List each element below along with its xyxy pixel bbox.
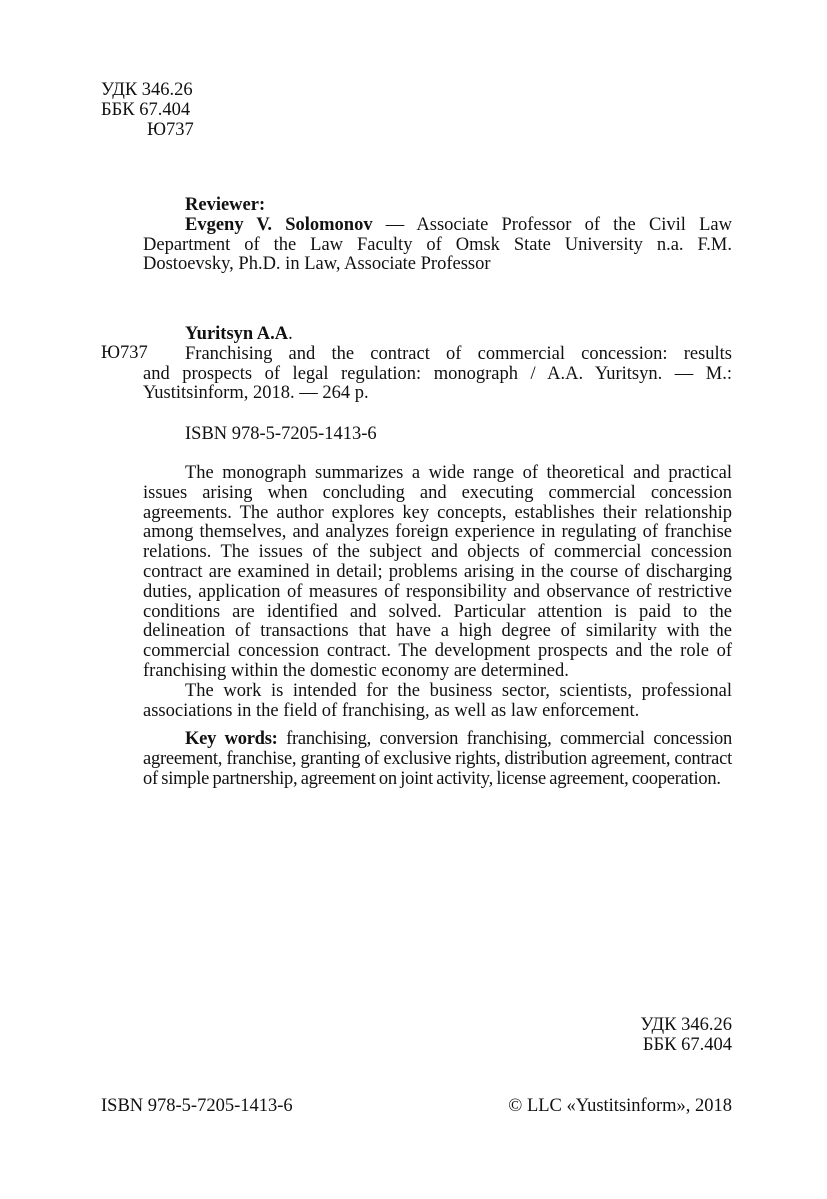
bibliographic-entry (143, 325, 732, 404)
bib-author: Yuritsyn A.A (185, 324, 289, 344)
udk-code-bottom: УДК 346.26 (640, 1015, 732, 1035)
reviewer-block (143, 196, 732, 275)
keywords-text: franchising, conversion franchising, commercial concession agreement, franchise, granting of exclusive rights, distribution agreement, contract of simple partnership, agreement on joint activity, license agreement, cooperation. (143, 729, 733, 789)
bib-entry-rest: and prospects of legal regulation: monograph / A.A. Yuritsyn. — M.: Yustitsinform, 2018. — 264 p. (143, 363, 732, 404)
bib-author-mark: Ю737 (101, 343, 148, 363)
footer-copyright: © LLC «Yustitsinform», 2018 (508, 1096, 732, 1116)
author-mark: Ю737 (147, 119, 194, 140)
classification-top (101, 81, 194, 140)
abstract-paragraph-2: The work is intended for the business sector, scientists, professional associations in the field of franchising, as well as law enforcement. (143, 680, 732, 721)
udk-code: УДК 346.26 (101, 80, 193, 100)
abstract (143, 464, 732, 790)
bbk-code-bottom: ББК 67.404 (642, 1034, 732, 1055)
reviewer-description-rest: Department of the Law Faculty of Omsk State University n.a. F.M. Dostoevsky, Ph.D. in Law, Associate Professor (143, 234, 732, 275)
reviewer-heading: Reviewer: (185, 195, 266, 215)
footer-isbn: ISBN 978-5-7205-1413-6 (101, 1096, 293, 1116)
abstract-paragraph-1: The monograph summarizes a wide range of theoretical and practical issues arising when concluding and executing commercial concession agreements. The author explores key concepts, establishes their relationship among themselves, and analyzes foreign experience in regulating of franchise relations. The issues of the subject and objects of commercial concession contract are examined in detail; problems arising in the course of discharging duties, application of measures of responsibility and observance of restrictive conditions are identified and solved. Particular attention is paid to the delineation of transactions that have a high degree of similarity with the commercial concession contract. The development prospects and the role of franchising within the domestic economy are determined. (143, 463, 732, 681)
reviewer-description-first: — Associate Professor of the Civil Law (372, 214, 732, 235)
bib-entry-line1: Franchising and the contract of commercial concession: results (185, 343, 732, 364)
bib-author-suffix: . (288, 324, 293, 344)
keywords-label: Key words: (185, 729, 278, 750)
keywords-paragraph (143, 730, 732, 789)
classification-bottom (640, 1016, 732, 1056)
reviewer-name: Evgeny V. Solomonov (185, 214, 373, 235)
bbk-code: ББК 67.404 (101, 99, 191, 120)
isbn-mid: ISBN 978-5-7205-1413-6 (185, 424, 377, 444)
